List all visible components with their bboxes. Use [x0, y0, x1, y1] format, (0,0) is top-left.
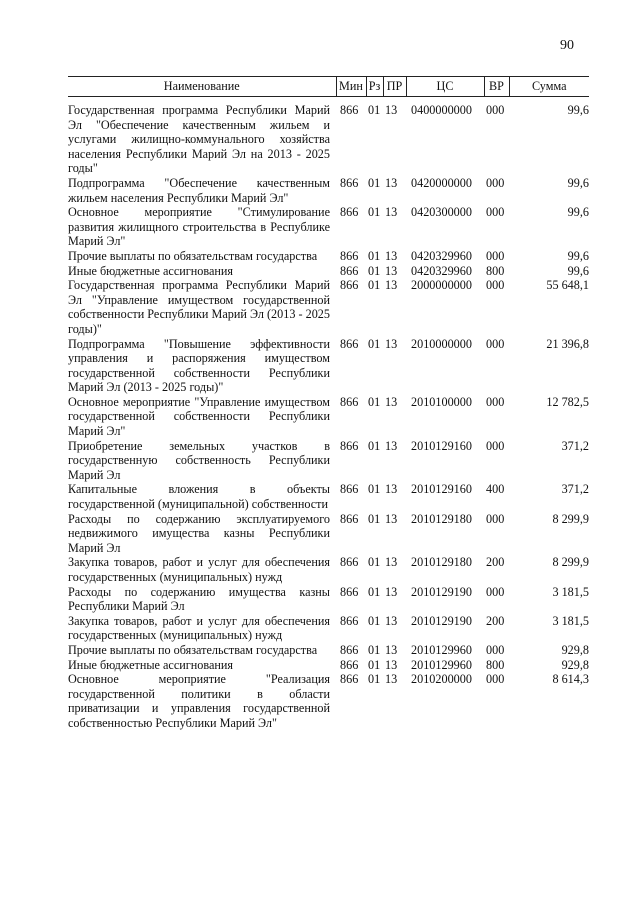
cell-min: 866	[340, 482, 359, 497]
cell-min: 866	[340, 613, 359, 628]
cell-name: Приобретение земельных участков в государственную собственность Республики Марий Эл	[68, 438, 330, 482]
cell-min: 866	[340, 642, 359, 657]
cell-vr: 200	[486, 555, 505, 570]
cell-min: 866	[340, 175, 359, 190]
cell-pr: 13	[385, 394, 398, 409]
cell-rz: 01	[368, 394, 381, 409]
cell-rz: 01	[368, 205, 381, 220]
cell-name: Иные бюджетные ассигнования	[68, 263, 234, 278]
cell-cs: 2010129180	[411, 511, 472, 526]
cell-name: Прочие выплаты по обязательствам государства	[68, 642, 318, 657]
cell-sum: 929,8	[561, 642, 589, 657]
cell-pr: 13	[385, 263, 398, 278]
cell-cs: 2010129160	[411, 438, 472, 453]
budget-table	[68, 76, 589, 731]
cell-min: 866	[340, 263, 359, 278]
cell-cs: 0420329960	[411, 263, 472, 278]
cell-rz: 01	[368, 657, 381, 672]
cell-name: Расходы по содержанию эксплуатируемого недвижимого имущества казны Республики Марий Эл	[68, 511, 330, 555]
cell-min: 866	[340, 394, 359, 409]
cell-cs: 0420329960	[411, 248, 472, 263]
cell-sum: 55 648,1	[546, 278, 589, 293]
cell-rz: 01	[368, 103, 381, 117]
table-row	[68, 439, 589, 483]
cell-min: 866	[340, 103, 359, 117]
cell-rz: 01	[368, 555, 381, 570]
cell-pr: 13	[385, 103, 398, 117]
table-row	[68, 672, 589, 730]
cell-sum: 371,2	[561, 438, 589, 453]
cell-sum: 21 396,8	[546, 336, 589, 351]
cell-cs: 0420300000	[411, 205, 472, 220]
cell-cs: 0400000000	[411, 103, 472, 117]
cell-name: Прочие выплаты по обязательствам государства	[68, 248, 318, 263]
cell-min: 866	[340, 555, 359, 570]
cell-pr: 13	[385, 438, 398, 453]
cell-sum: 8 299,9	[552, 555, 589, 570]
cell-min: 866	[340, 248, 359, 263]
cell-rz: 01	[368, 642, 381, 657]
table-row	[68, 643, 589, 658]
cell-name: Капитальные вложения в объекты государственной (муниципальной) собственности	[68, 482, 330, 512]
cell-name: Основное мероприятие "Управление имуществом государственной собственности Республики Марий Эл"	[68, 394, 330, 439]
cell-vr: 000	[486, 438, 505, 453]
cell-rz: 01	[368, 584, 381, 599]
cell-vr: 000	[486, 584, 505, 599]
cell-sum: 99,6	[567, 175, 589, 190]
header-vr: ВР	[484, 77, 509, 97]
cell-cs: 2010200000	[411, 672, 472, 687]
table-body	[68, 97, 589, 731]
table-row	[68, 264, 589, 279]
cell-min: 866	[340, 672, 359, 687]
table-row	[68, 658, 589, 673]
table-row	[68, 176, 589, 205]
cell-rz: 01	[368, 248, 381, 263]
cell-rz: 01	[368, 438, 381, 453]
cell-name: Подпрограмма "Повышение эффективности управления и распоряжения имуществом государственной собственности Республики Марий Эл (2013 - 2025 годы)"	[68, 336, 330, 395]
header-min: Мин	[336, 77, 366, 97]
cell-sum: 99,6	[567, 205, 589, 220]
cell-vr: 000	[486, 642, 505, 657]
cell-cs: 2010129160	[411, 482, 472, 497]
cell-cs: 2010000000	[411, 336, 472, 351]
cell-cs: 2010129190	[411, 584, 472, 599]
cell-rz: 01	[368, 175, 381, 190]
cell-name: Государственная программа Республики Марий Эл "Управление имуществом государственной собственности Республики Марий Эл (2013 - 2025 годы)"	[68, 278, 330, 336]
table-row	[68, 249, 589, 264]
cell-name: Основное мероприятие "Стимулирование развития жилищного строительства в Республике Марий Эл"	[68, 205, 330, 249]
cell-pr: 13	[385, 205, 398, 220]
cell-cs: 2010129180	[411, 555, 472, 570]
cell-sum: 371,2	[561, 482, 589, 497]
cell-vr: 800	[486, 657, 505, 672]
header-cs: ЦС	[406, 77, 484, 97]
cell-min: 866	[340, 438, 359, 453]
cell-pr: 13	[385, 511, 398, 526]
cell-vr: 000	[486, 205, 505, 220]
table-row	[68, 97, 589, 176]
cell-pr: 13	[385, 482, 398, 497]
cell-cs: 2010129960	[411, 657, 472, 672]
cell-vr: 000	[486, 278, 505, 293]
cell-sum: 8 299,9	[552, 511, 589, 526]
cell-name: Основное мероприятие "Реализация государственной политики в области приватизации и управления государственной собственностью Республики Марий Эл"	[68, 672, 330, 730]
cell-sum: 929,8	[561, 657, 589, 672]
cell-min: 866	[340, 205, 359, 220]
table-row	[68, 614, 589, 643]
table-row	[68, 555, 589, 584]
cell-sum: 99,6	[567, 103, 589, 117]
cell-min: 866	[340, 657, 359, 672]
cell-pr: 13	[385, 672, 398, 687]
cell-rz: 01	[368, 278, 381, 293]
table-row	[68, 512, 589, 556]
cell-vr: 000	[486, 336, 505, 351]
cell-vr: 000	[486, 672, 505, 687]
cell-pr: 13	[385, 555, 398, 570]
cell-name: Расходы по содержанию имущества казны Республики Марий Эл	[68, 584, 330, 614]
cell-pr: 13	[385, 278, 398, 293]
cell-pr: 13	[385, 642, 398, 657]
table-row	[68, 205, 589, 249]
cell-min: 866	[340, 584, 359, 599]
cell-name: Подпрограмма "Обеспечение качественным жильем населения Республики Марий Эл"	[68, 175, 330, 205]
cell-sum: 99,6	[567, 263, 589, 278]
cell-pr: 13	[385, 584, 398, 599]
cell-vr: 000	[486, 394, 505, 409]
cell-name: Закупка товаров, работ и услуг для обеспечения государственных (муниципальных) нужд	[68, 555, 330, 584]
cell-sum: 3 181,5	[552, 584, 589, 599]
cell-vr: 000	[486, 248, 505, 263]
cell-name: Государственная программа Республики Марий Эл "Обеспечение качественным жильем и услугами жилищно-коммунального хозяйства населения Республики Марий Эл на 2013 - 2025 годы"	[68, 103, 330, 176]
header-sum: Сумма	[509, 77, 589, 97]
table-header	[68, 77, 589, 97]
cell-vr: 000	[486, 103, 505, 117]
header-name: Наименование	[68, 77, 336, 97]
header-pr: ПР	[383, 77, 406, 97]
cell-cs: 2010100000	[411, 394, 472, 409]
cell-rz: 01	[368, 511, 381, 526]
cell-name: Закупка товаров, работ и услуг для обеспечения государственных (муниципальных) нужд	[68, 613, 330, 643]
cell-rz: 01	[368, 482, 381, 497]
cell-vr: 400	[486, 482, 505, 497]
cell-cs: 2010129190	[411, 613, 472, 628]
header-row	[68, 77, 589, 97]
cell-vr: 000	[486, 175, 505, 190]
cell-name: Иные бюджетные ассигнования	[68, 657, 234, 672]
cell-vr: 200	[486, 613, 505, 628]
cell-vr: 000	[486, 511, 505, 526]
cell-cs: 0420000000	[411, 175, 472, 190]
cell-rz: 01	[368, 613, 381, 628]
table-row	[68, 585, 589, 614]
cell-rz: 01	[368, 263, 381, 278]
cell-pr: 13	[385, 336, 398, 351]
table-row	[68, 482, 589, 511]
header-rz: Рз	[366, 77, 383, 97]
page-number: 90	[560, 38, 574, 53]
table-row	[68, 337, 589, 395]
cell-min: 866	[340, 511, 359, 526]
cell-pr: 13	[385, 175, 398, 190]
cell-cs: 2010129960	[411, 642, 472, 657]
cell-sum: 3 181,5	[552, 613, 589, 628]
cell-pr: 13	[385, 613, 398, 628]
cell-min: 866	[340, 336, 359, 351]
table-row	[68, 278, 589, 336]
cell-pr: 13	[385, 657, 398, 672]
cell-rz: 01	[368, 336, 381, 351]
cell-rz: 01	[368, 672, 381, 687]
cell-pr: 13	[385, 248, 398, 263]
table-row	[68, 395, 589, 439]
cell-sum: 99,6	[567, 248, 589, 263]
cell-vr: 800	[486, 263, 505, 278]
cell-sum: 12 782,5	[546, 394, 589, 409]
cell-min: 866	[340, 278, 359, 293]
cell-sum: 8 614,3	[552, 672, 589, 687]
cell-cs: 2000000000	[411, 278, 472, 293]
